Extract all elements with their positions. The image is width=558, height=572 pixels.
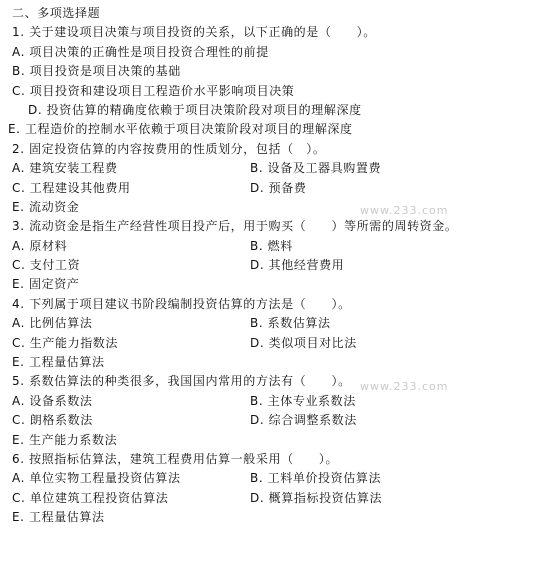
q5-options-row-2 xyxy=(8,411,550,430)
q4-option-e: E. 工程量估算法 xyxy=(12,355,105,370)
q1-option-a: A. 项目决策的正确性是项目投资合理性的前提 xyxy=(12,44,269,59)
q6-option-e: E. 工程量估算法 xyxy=(12,510,105,525)
q5-option-b: B. 主体专业系数法 xyxy=(250,393,356,408)
question-stem-2: 2. 固定投资估算的内容按费用的性质划分，包括（ ）。 xyxy=(12,141,326,156)
q1-option-b: B. 项目投资是项目决策的基础 xyxy=(12,64,181,79)
q3-option-a: A. 原材料 xyxy=(12,238,68,253)
q3-option-d: D. 其他经营费用 xyxy=(250,258,345,273)
q4-options-row-1 xyxy=(8,314,550,333)
question-stem-6: 6. 按照指标估算法，建筑工程费用估算一般采用（ ）。 xyxy=(12,451,339,466)
q1-option-c: C. 项目投资和建设项目工程造价水平影响项目决策 xyxy=(12,83,295,98)
section-title: 二、多项选择题 xyxy=(12,6,101,20)
watermark: www.233.com xyxy=(360,204,449,217)
question-stem-4: 4. 下列属于项目建议书阶段编制投资估算的方法是（ ）。 xyxy=(12,296,351,311)
q3-options-row-1 xyxy=(8,237,550,256)
q6-options-row-1 xyxy=(8,469,550,488)
q6-option-c: C. 单位建筑工程投资估算法 xyxy=(12,490,169,505)
q4-option-d: D. 类似项目对比法 xyxy=(250,335,357,350)
question-stem-3: 3. 流动资金是指生产经营性项目投产后，用于购买（ ）等所需的周转资金。 xyxy=(12,219,458,234)
watermark: www.233.com xyxy=(360,380,449,393)
q1-option-d: D. 投资估算的精确度依赖于项目决策阶段对项目的理解深度 xyxy=(28,102,362,117)
q2-options-row-2 xyxy=(8,179,550,198)
q4-option-a: A. 比例估算法 xyxy=(12,316,93,331)
q6-option-a: A. 单位实物工程量投资估算法 xyxy=(12,471,181,486)
question-stem-1: 1. 关于建设项目决策与项目投资的关系，以下正确的是（ ）。 xyxy=(12,25,376,40)
q3-option-e: E. 固定资产 xyxy=(12,277,80,292)
q2-option-c: C. 工程建设其他费用 xyxy=(12,180,131,195)
q2-option-a: A. 建筑安装工程费 xyxy=(12,161,118,176)
q5-option-a: A. 设备系数法 xyxy=(12,393,93,408)
q4-option-c: C. 生产能力指数法 xyxy=(12,335,119,350)
q2-option-d: D. 预备费 xyxy=(250,180,307,195)
q5-option-e: E. 生产能力系数法 xyxy=(12,432,118,447)
q4-options-row-2 xyxy=(8,334,550,353)
q4-option-b: B. 系数估算法 xyxy=(250,316,331,331)
q1-option-e: E. 工程造价的控制水平依赖于项目决策阶段对项目的理解深度 xyxy=(8,122,353,137)
q6-option-d: D. 概算指标投资估算法 xyxy=(250,490,383,505)
q2-option-e: E. 流动资金 xyxy=(12,199,80,214)
q3-options-row-2 xyxy=(8,256,550,275)
q3-option-c: C. 支付工资 xyxy=(12,258,81,273)
q2-option-b: B. 设备及工器具购置费 xyxy=(250,161,382,176)
q6-options-row-2 xyxy=(8,489,550,508)
q5-option-d: D. 综合调整系数法 xyxy=(250,413,357,428)
q5-option-c: C. 朗格系数法 xyxy=(12,413,93,428)
q5-options-row-1 xyxy=(8,392,550,411)
q3-option-b: B. 燃料 xyxy=(250,238,293,253)
q2-options-row-1 xyxy=(8,159,550,178)
question-stem-5: 5. 系数估算法的种类很多，我国国内常用的方法有（ ）。 xyxy=(12,374,351,389)
q6-option-b: B. 工料单价投资估算法 xyxy=(250,471,382,486)
